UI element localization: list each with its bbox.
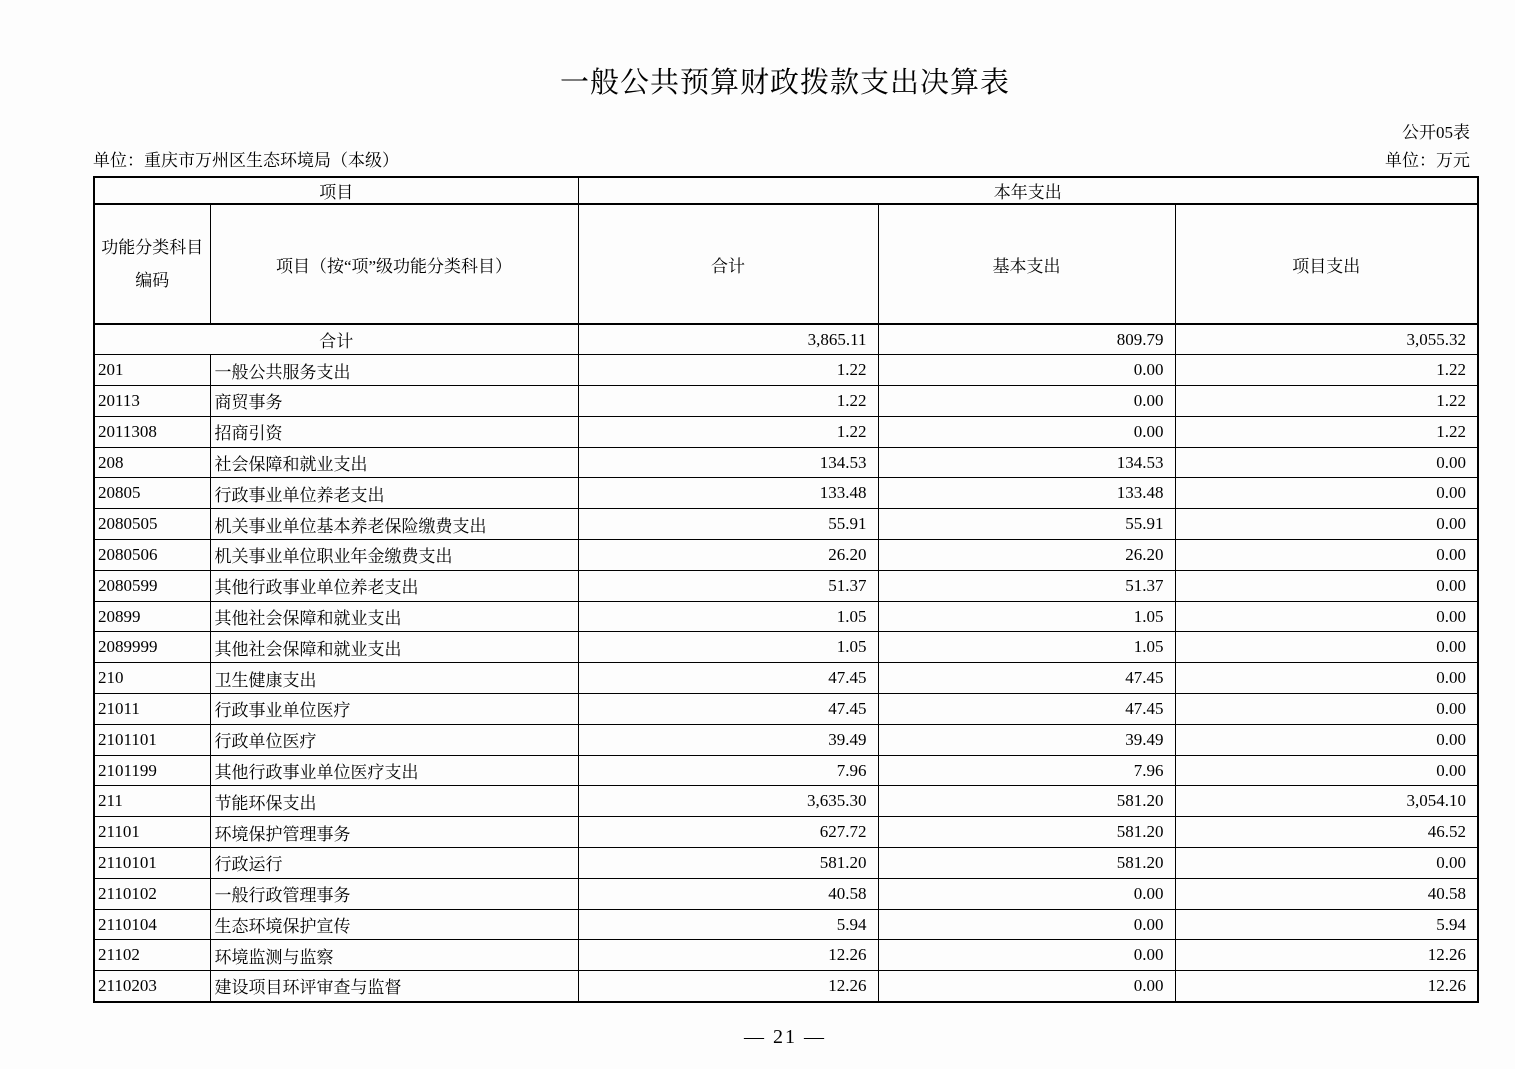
project-cell: 0.00 [1175,570,1478,601]
total-cell: 134.53 [578,447,878,478]
item-cell: 一般公共服务支出 [210,355,578,386]
item-cell: 卫生健康支出 [210,663,578,694]
item-cell: 行政运行 [210,848,578,879]
total-cell: 26.20 [578,540,878,571]
total-cell: 40.58 [578,878,878,909]
basic-cell: 47.45 [878,694,1175,725]
code-cell: 21011 [94,694,210,725]
basic-cell: 809.79 [878,324,1175,355]
table-row [94,724,1478,755]
basic-cell: 581.20 [878,786,1175,817]
table-row [94,540,1478,571]
basic-cell: 39.49 [878,724,1175,755]
code-cell: 2101199 [94,755,210,786]
table-row [94,570,1478,601]
basic-cell: 1.05 [878,632,1175,663]
basic-cell: 133.48 [878,478,1175,509]
total-cell: 1.05 [578,632,878,663]
item-cell: 节能环保支出 [210,786,578,817]
item-cell: 其他社会保障和就业支出 [210,601,578,632]
project-cell: 1.22 [1175,355,1478,386]
item-cell: 建设项目环评审查与监督 [210,971,578,1002]
total-cell: 1.22 [578,355,878,386]
table-row-total [94,324,1478,355]
project-cell: 0.00 [1175,663,1478,694]
project-cell: 3,055.32 [1175,324,1478,355]
total-cell: 1.22 [578,416,878,447]
header-project-expenditure: 项目支出 [1175,204,1478,324]
code-cell: 20113 [94,386,210,417]
basic-cell: 581.20 [878,817,1175,848]
total-cell: 133.48 [578,478,878,509]
item-cell: 机关事业单位基本养老保险缴费支出 [210,509,578,540]
basic-cell: 0.00 [878,940,1175,971]
basic-cell: 1.05 [878,601,1175,632]
project-cell: 40.58 [1175,878,1478,909]
total-cell: 7.96 [578,755,878,786]
basic-cell: 0.00 [878,386,1175,417]
basic-cell: 581.20 [878,848,1175,879]
total-cell: 3,865.11 [578,324,878,355]
org-unit-label: 单位：重庆市万州区生态环境局（本级） [93,151,399,170]
project-cell: 0.00 [1175,601,1478,632]
project-cell: 0.00 [1175,447,1478,478]
code-cell: 20899 [94,601,210,632]
item-cell: 其他行政事业单位医疗支出 [210,755,578,786]
project-cell: 0.00 [1175,848,1478,879]
project-cell: 0.00 [1175,724,1478,755]
table-row [94,355,1478,386]
table-code-label: 公开05表 [1402,123,1470,142]
table-row [94,755,1478,786]
total-cell: 5.94 [578,909,878,940]
table-row [94,940,1478,971]
code-cell: 21101 [94,817,210,848]
table-row [94,632,1478,663]
code-cell: 2011308 [94,416,210,447]
item-cell: 行政单位医疗 [210,724,578,755]
project-cell: 0.00 [1175,540,1478,571]
basic-cell: 0.00 [878,355,1175,386]
project-cell: 5.94 [1175,909,1478,940]
header-function-code-text: 功能分类科目 编码 [101,238,204,290]
header-group-row [94,177,1478,204]
header-basic-expenditure: 基本支出 [878,204,1175,324]
project-cell: 12.26 [1175,940,1478,971]
item-cell: 行政事业单位养老支出 [210,478,578,509]
project-cell: 0.00 [1175,509,1478,540]
code-cell: 20805 [94,478,210,509]
basic-cell: 0.00 [878,909,1175,940]
table-row [94,601,1478,632]
total-cell: 12.26 [578,971,878,1002]
basic-cell: 0.00 [878,416,1175,447]
table-row [94,971,1478,1002]
basic-cell: 26.20 [878,540,1175,571]
table-row [94,694,1478,725]
unit-line [93,146,1470,171]
total-cell: 1.22 [578,386,878,417]
table-row [94,478,1478,509]
project-cell: 12.26 [1175,971,1478,1002]
total-cell: 39.49 [578,724,878,755]
project-cell: 1.22 [1175,386,1478,417]
basic-cell: 7.96 [878,755,1175,786]
table-row [94,817,1478,848]
header-item-name: 项目（按“项”级功能分类科目） [210,204,578,324]
code-cell: 2080506 [94,540,210,571]
code-cell: 2101101 [94,724,210,755]
code-cell: 211 [94,786,210,817]
page-title: 一般公共预算财政拨款支出决算表 [559,67,1010,99]
item-cell: 机关事业单位职业年金缴费支出 [210,540,578,571]
item-cell: 环境保护管理事务 [210,817,578,848]
item-cell: 其他行政事业单位养老支出 [210,570,578,601]
total-cell: 627.72 [578,817,878,848]
project-cell: 1.22 [1175,416,1478,447]
basic-cell: 47.45 [878,663,1175,694]
table-row [94,386,1478,417]
project-cell: 0.00 [1175,632,1478,663]
table-row [94,663,1478,694]
header-group-current-year: 本年支出 [578,177,1478,204]
project-cell: 0.00 [1175,694,1478,725]
item-cell: 其他社会保障和就业支出 [210,632,578,663]
total-cell: 12.26 [578,940,878,971]
expenditure-table [93,176,1479,1003]
code-cell: 210 [94,663,210,694]
total-cell: 47.45 [578,694,878,725]
basic-cell: 134.53 [878,447,1175,478]
code-cell: 2089999 [94,632,210,663]
project-cell: 0.00 [1175,478,1478,509]
project-cell: 0.00 [1175,755,1478,786]
total-label-cell: 合计 [94,324,578,355]
table-row [94,909,1478,940]
table-row [94,509,1478,540]
code-cell: 2110203 [94,971,210,1002]
table-row [94,447,1478,478]
item-cell: 商贸事务 [210,386,578,417]
code-cell: 2110101 [94,848,210,879]
code-cell: 208 [94,447,210,478]
item-cell: 生态环境保护宣传 [210,909,578,940]
total-cell: 55.91 [578,509,878,540]
header-columns-row [94,204,1478,324]
basic-cell: 0.00 [878,971,1175,1002]
total-cell: 1.05 [578,601,878,632]
total-cell: 47.45 [578,663,878,694]
header-group-item: 项目 [94,177,578,204]
code-cell: 2080505 [94,509,210,540]
table-row [94,848,1478,879]
item-cell: 社会保障和就业支出 [210,447,578,478]
code-cell: 21102 [94,940,210,971]
table-row [94,786,1478,817]
project-cell: 3,054.10 [1175,786,1478,817]
code-cell: 201 [94,355,210,386]
item-cell: 环境监测与监察 [210,940,578,971]
code-cell: 2080599 [94,570,210,601]
page-number: — 21 — [744,1026,826,1048]
code-cell: 2110102 [94,878,210,909]
total-cell: 581.20 [578,848,878,879]
project-cell: 46.52 [1175,817,1478,848]
table-row [94,878,1478,909]
currency-unit-label: 单位：万元 [1385,151,1470,170]
header-function-code [94,204,210,324]
item-cell: 行政事业单位医疗 [210,694,578,725]
total-cell: 3,635.30 [578,786,878,817]
code-cell: 2110104 [94,909,210,940]
item-cell: 招商引资 [210,416,578,447]
basic-cell: 55.91 [878,509,1175,540]
item-cell: 一般行政管理事务 [210,878,578,909]
table-row [94,416,1478,447]
basic-cell: 51.37 [878,570,1175,601]
header-total: 合计 [578,204,878,324]
total-cell: 51.37 [578,570,878,601]
basic-cell: 0.00 [878,878,1175,909]
